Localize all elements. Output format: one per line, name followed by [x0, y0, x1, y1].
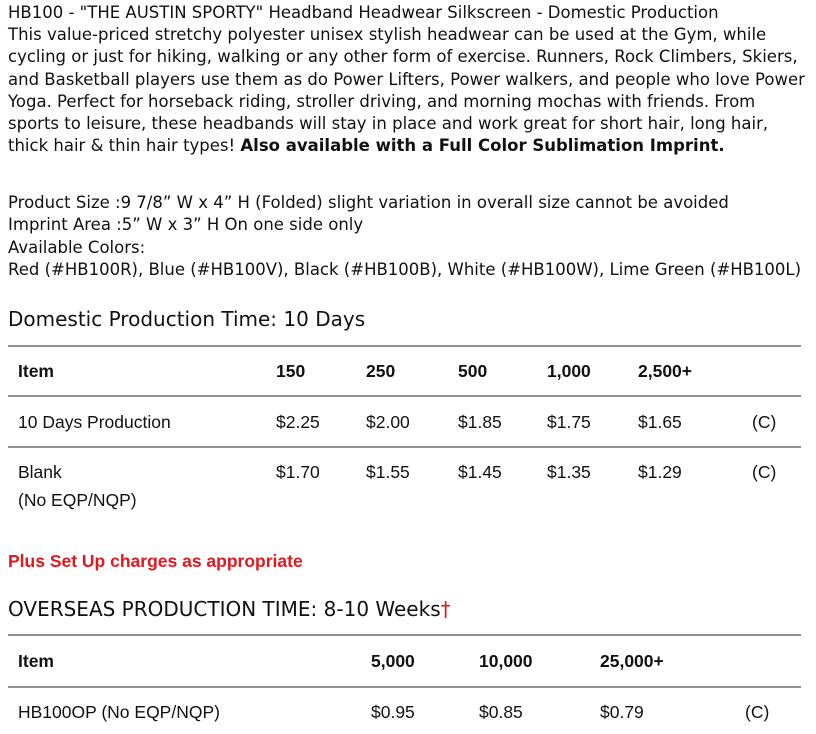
divider	[8, 395, 801, 397]
domestic-price: $1.29	[638, 462, 682, 482]
domestic-price: $1.45	[458, 462, 502, 482]
domestic-header-qty: 2,500+	[638, 361, 693, 381]
domestic-heading: Domestic Production Time: 10 Days	[8, 307, 366, 331]
domestic-price: $1.65	[638, 412, 682, 432]
overseas-price: $0.85	[479, 702, 523, 722]
overseas-header-qty: 25,000+	[600, 651, 664, 671]
domestic-header-qty: 1,000	[547, 361, 591, 381]
dagger-footnote-mark: †	[440, 597, 451, 621]
sublimation-note: Also available with a Full Color Sublimation Imprint.	[240, 136, 725, 156]
divider	[8, 686, 801, 688]
domestic-price: $2.25	[276, 412, 320, 432]
domestic-header-qty: 500	[458, 361, 488, 381]
domestic-price: $1.70	[276, 462, 320, 482]
overseas-header-item: Item	[18, 651, 54, 671]
setup-charges-note: Plus Set Up charges as appropriate	[8, 551, 303, 571]
domestic-header-item: Item	[18, 361, 54, 381]
product-size: Product Size :9 7/8” W x 4” H (Folded) slight variation in overall size cannot be avoided	[8, 193, 729, 212]
overseas-price: $0.95	[371, 702, 415, 722]
overseas-row-item: HB100OP (No EQP/NQP)	[18, 702, 220, 722]
domestic-header-qty: 150	[276, 361, 306, 381]
domestic-price: $1.35	[547, 462, 591, 482]
price-code: (C)	[745, 702, 770, 722]
domestic-price: $1.55	[366, 462, 410, 482]
product-specs	[8, 192, 808, 281]
domestic-price: $1.85	[458, 412, 502, 432]
domestic-header-qty: 250	[366, 361, 396, 381]
overseas-price: $0.79	[600, 702, 644, 722]
product-description	[8, 24, 808, 158]
divider	[8, 634, 801, 636]
domestic-row-item-note: (No EQP/NQP)	[18, 490, 137, 510]
overseas-header-qty: 10,000	[479, 651, 533, 671]
imprint-area: Imprint Area :5” W x 3” H On one side only	[8, 215, 364, 235]
overseas-heading-text: OVERSEAS PRODUCTION TIME: 8-10 Weeks	[8, 597, 441, 621]
domestic-row-item: 10 Days Production	[18, 412, 171, 432]
colors-label: Available Colors:	[8, 237, 146, 257]
product-title: HB100 - "THE AUSTIN SPORTY" Headband Headwear Silkscreen - Domestic Production	[8, 3, 719, 22]
divider	[8, 345, 801, 347]
price-code: (C)	[752, 412, 777, 432]
domestic-price: $2.00	[366, 412, 410, 432]
overseas-heading	[8, 596, 451, 622]
price-code: (C)	[752, 462, 777, 482]
overseas-header-qty: 5,000	[371, 651, 415, 671]
description-text: This value-priced stretchy polyester unisex stylish headwear can be used at the Gym, while cycling or just for hiking, walking or any other form of exercise. Runners, Rock Climbers, Skiers, and Basketball players use them as do Power Lifters, Power walkers, and people who love Power Yoga. Perfect for horseback riding, stroller driving, and morning mochas with friends. From sports to leisure, these headbands will stay in place and work great for short hair, long hair, thick hair & thin hair types!	[8, 25, 805, 156]
colors-list: Red (#HB100R), Blue (#HB100V), Black (#HB100B), White (#HB100W), Lime Green (#HB100L)	[8, 259, 802, 279]
divider	[8, 446, 801, 448]
domestic-row-item: Blank	[18, 462, 62, 482]
domestic-price: $1.75	[547, 412, 591, 432]
